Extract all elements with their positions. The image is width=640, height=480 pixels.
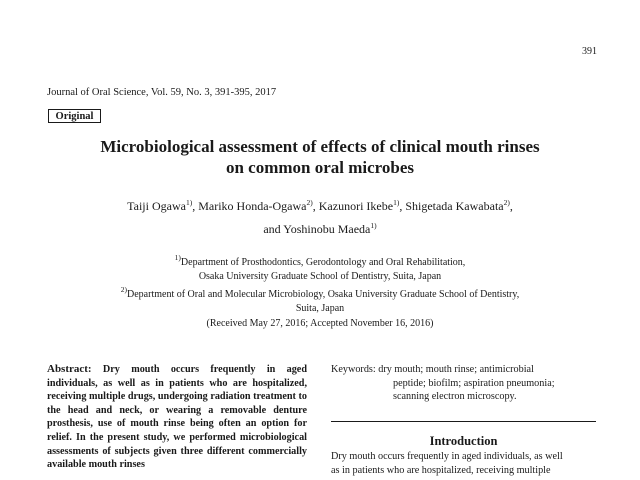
author-affiliation-mark: 1) bbox=[393, 198, 400, 207]
introduction-heading: Introduction bbox=[429, 434, 498, 448]
title-line-2: on common oral microbes bbox=[225, 158, 415, 177]
author-line-2 bbox=[0, 216, 640, 239]
author-affiliation-mark: 2) bbox=[306, 198, 313, 207]
keywords-label: Keywords: bbox=[331, 364, 376, 375]
affiliation-1-line-1 bbox=[0, 251, 640, 270]
keywords-line-2: peptide; biofilm; aspiration pneumonia; bbox=[393, 377, 555, 389]
introduction-line-1: Dry mouth occurs frequently in aged individuals, as well bbox=[331, 451, 563, 462]
author-separator: , bbox=[192, 199, 199, 213]
keywords-text: dry mouth; mouth rinse; antimicrobial bbox=[378, 364, 534, 375]
author-affiliation-mark: 1) bbox=[370, 221, 377, 230]
page-number: 391 bbox=[582, 46, 597, 57]
affiliation-text: Department of Oral and Molecular Microbiology, Osaka University Graduate School of Dentistry, bbox=[127, 289, 520, 300]
author-separator: , bbox=[312, 199, 319, 213]
journal-reference: Journal of Oral Science, Vol. 59, No. 3, 391-395, 2017 bbox=[47, 87, 277, 98]
affiliation-1-line-2: Osaka University Graduate School of Dentistry, Suita, Japan bbox=[198, 270, 442, 282]
title-line-1: Microbiological assessment of effects of clinical mouth rinses bbox=[100, 137, 540, 156]
author-name: Kazunori Ikebe bbox=[318, 199, 394, 213]
article-type-badge: Original bbox=[48, 109, 101, 123]
keywords-divider bbox=[331, 421, 596, 422]
introduction-text bbox=[331, 450, 596, 478]
author-name: Shigetada Kawabata bbox=[405, 199, 504, 213]
author-line-1 bbox=[0, 193, 640, 216]
author-affiliation-mark: 1) bbox=[185, 198, 193, 207]
affiliation-mark: 1) bbox=[174, 253, 181, 262]
abstract-label: Abstract: bbox=[47, 363, 92, 375]
abstract bbox=[47, 363, 307, 475]
author-separator: , bbox=[509, 199, 513, 213]
keywords-line-3: scanning electron microscopy. bbox=[393, 391, 517, 403]
affiliation-text: Department of Prosthodontics, Gerodontology and Oral Rehabilitation, bbox=[180, 257, 466, 268]
author-affiliation-mark: 2) bbox=[503, 198, 510, 207]
author-conjunction: and bbox=[263, 222, 284, 236]
received-accepted-dates: (Received May 27, 2016; Accepted November 16, 2016) bbox=[206, 318, 434, 329]
affiliation-2-line-1 bbox=[0, 283, 640, 302]
author-list bbox=[0, 193, 640, 239]
author-separator: , bbox=[399, 199, 406, 213]
keywords-line-1 bbox=[331, 363, 596, 377]
author-name: Taiji Ogawa bbox=[127, 199, 186, 213]
affiliation-2-line-2: Suita, Japan bbox=[295, 302, 345, 314]
abstract-text: Dry mouth occurs frequently in aged individuals, as well as in patients who are hospitalized, receiving multiple drugs, undergoing radiation treatment to the head and neck, or wearing a removable denture prosthesis, use of mouth rinse being often an option for relief. In the present study, we performed microbiological assessments of subjects given three different commercially available mouth rinses bbox=[47, 364, 307, 471]
introduction-line-2: as in patients who are hospitalized, receiving multiple bbox=[331, 464, 551, 476]
keywords bbox=[331, 363, 596, 404]
affiliations bbox=[0, 251, 640, 315]
affiliation-mark: 2) bbox=[120, 285, 128, 294]
paper-title bbox=[0, 136, 640, 178]
author-name: Yoshinobu Maeda bbox=[283, 222, 371, 236]
author-name: Mariko Honda-Ogawa bbox=[198, 199, 307, 213]
